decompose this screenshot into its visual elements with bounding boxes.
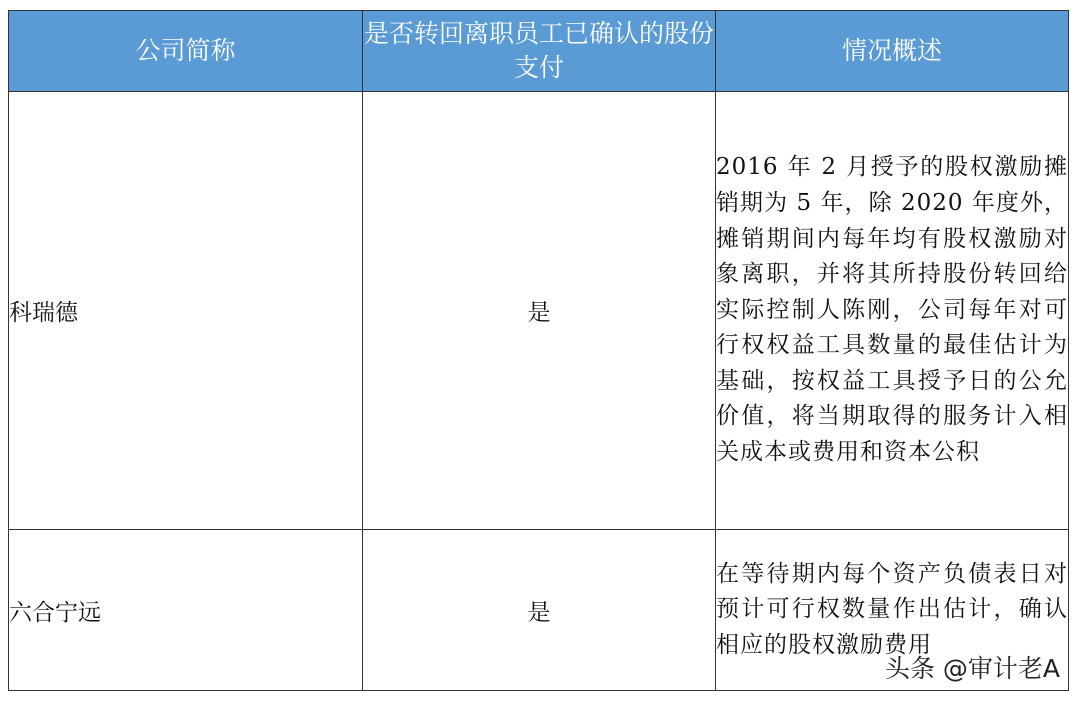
source-watermark: 头条 @审计老A: [884, 654, 1060, 683]
table-row: [9, 92, 1069, 530]
reversal-flag-cell: 是: [363, 92, 716, 530]
header-reversal-confirmed: 是否转回离职员工已确认的股份支付: [363, 11, 716, 92]
reversal-flag-cell: 是: [363, 530, 716, 691]
header-company-name: 公司简称: [9, 11, 363, 92]
data-table: [8, 10, 1069, 691]
table-header-row: [9, 11, 1069, 92]
summary-cell: 2016 年 2 月授予的股权激励摊销期为 5 年，除 2020 年度外，摊销期间内每年均有股权激励对象离职，并将其所持股份转回给实际控制人陈刚，公司每年对可行权权益工具数量的最佳估计为基础，按权益工具授予日的公允价值，将当期取得的服务计入相关成本或费用和资本公积: [716, 92, 1069, 530]
summary-cell: 在等待期内每个资产负债表日对预计可行权数量作出估计，确认相应的股权激励费用: [716, 530, 1069, 691]
company-name-cell: 六合宁远: [9, 530, 363, 691]
company-name-cell: 科瑞德: [9, 92, 363, 530]
header-summary: 情况概述: [716, 11, 1069, 92]
